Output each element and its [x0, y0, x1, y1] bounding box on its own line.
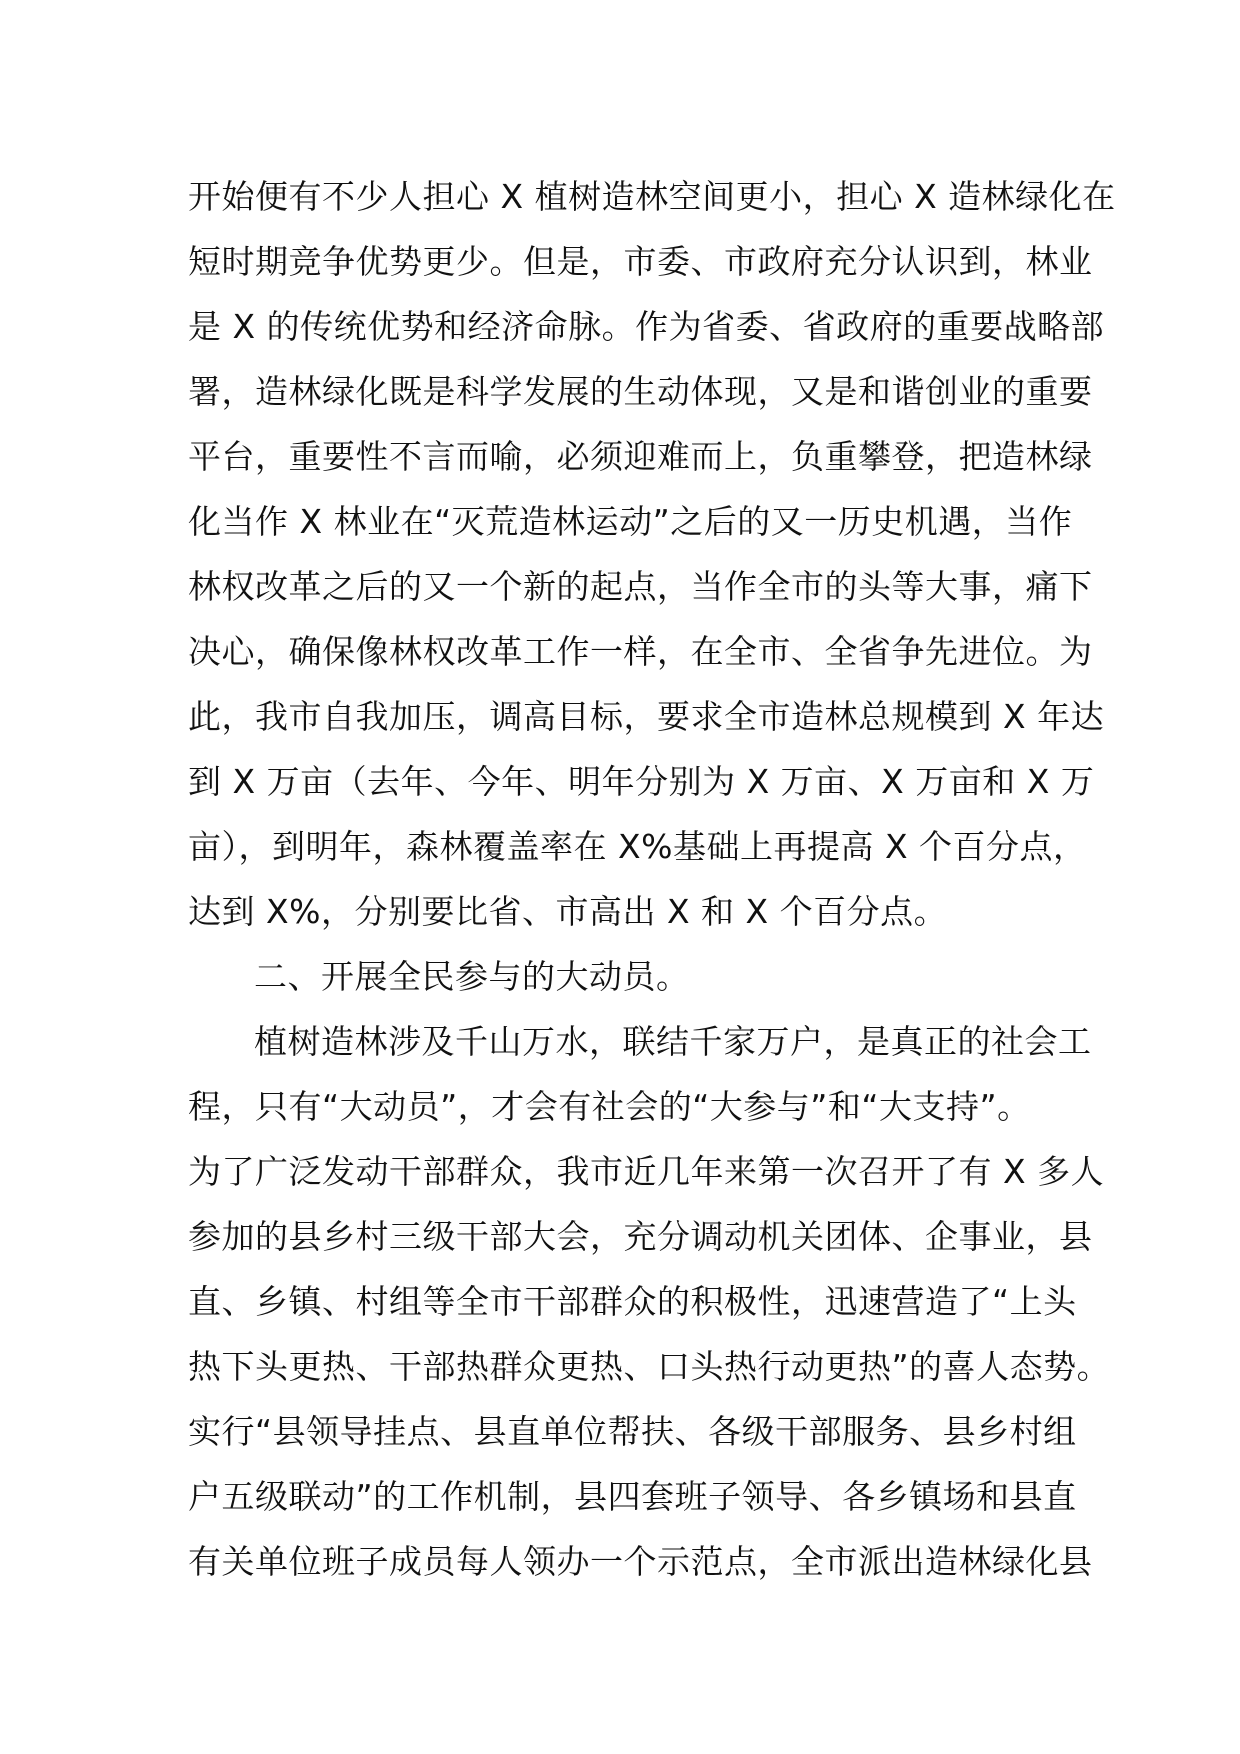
paragraph-line: 热下头更热、干部热群众更热、口头热行动更热”的喜人态势。 — [188, 1347, 1111, 1386]
paragraph-line: 户五级联动”的工作机制，县四套班子领导、各乡镇场和县直 — [188, 1477, 1077, 1516]
document-body — [188, 164, 1116, 1594]
paragraph-line: 参加的县乡村三级干部大会，充分调动机关团体、企事业，县 — [188, 1217, 1093, 1256]
paragraph-line: 决心，确保像林权改革工作一样，在全市、全省争先进位。为 — [188, 632, 1093, 671]
paragraph-line: 实行“县领导挂点、县直单位帮扶、各级干部服务、县乡村组 — [188, 1412, 1077, 1451]
section-heading: 二、开展全民参与的大动员。 — [254, 957, 690, 996]
paragraph-line: 到 X 万亩（去年、今年、明年分别为 X 万亩、X 万亩和 X 万 — [188, 762, 1095, 801]
paragraph-line: 植树造林涉及千山万水，联结千家万户，是真正的社会工 — [254, 1022, 1092, 1061]
paragraph-line: 亩），到明年，森林覆盖率在 X%基础上再提高 X 个百分点， — [188, 827, 1087, 866]
paragraph-line: 开始便有不少人担心 X 植树造林空间更小，担心 X 造林绿化在 — [188, 177, 1116, 216]
paragraph-line: 直、乡镇、村组等全市干部群众的积极性，迅速营造了“上头 — [188, 1282, 1077, 1321]
paragraph-line: 此，我市自我加压，调高目标，要求全市造林总规模到 X 年达 — [188, 697, 1105, 736]
paragraph-line: 短时期竞争优势更少。但是，市委、市政府充分认识到，林业 — [188, 242, 1093, 281]
paragraph-line: 林权改革之后的又一个新的起点，当作全市的头等大事，痛下 — [188, 567, 1093, 606]
paragraph-line: 是 X 的传统优势和经济命脉。作为省委、省政府的重要战略部 — [188, 307, 1105, 346]
paragraph-line: 达到 X%，分别要比省、市高出 X 和 X 个百分点。 — [188, 892, 948, 931]
paragraph-line: 署，造林绿化既是科学发展的生动体现，又是和谐创业的重要 — [188, 372, 1093, 411]
paragraph-line: 化当作 X 林业在“灭荒造林运动”之后的又一历史机遇，当作 — [188, 502, 1073, 541]
paragraph-line: 为了广泛发动干部群众，我市近几年来第一次召开了有 X 多人 — [188, 1152, 1105, 1191]
paragraph-line: 程，只有“大动员”，才会有社会的“大参与”和“大支持”。 — [188, 1087, 1031, 1126]
paragraph-line: 有关单位班子成员每人领办一个示范点，全市派出造林绿化县 — [188, 1542, 1093, 1581]
paragraph-line: 平台，重要性不言而喻，必须迎难而上，负重攀登，把造林绿 — [188, 437, 1093, 476]
